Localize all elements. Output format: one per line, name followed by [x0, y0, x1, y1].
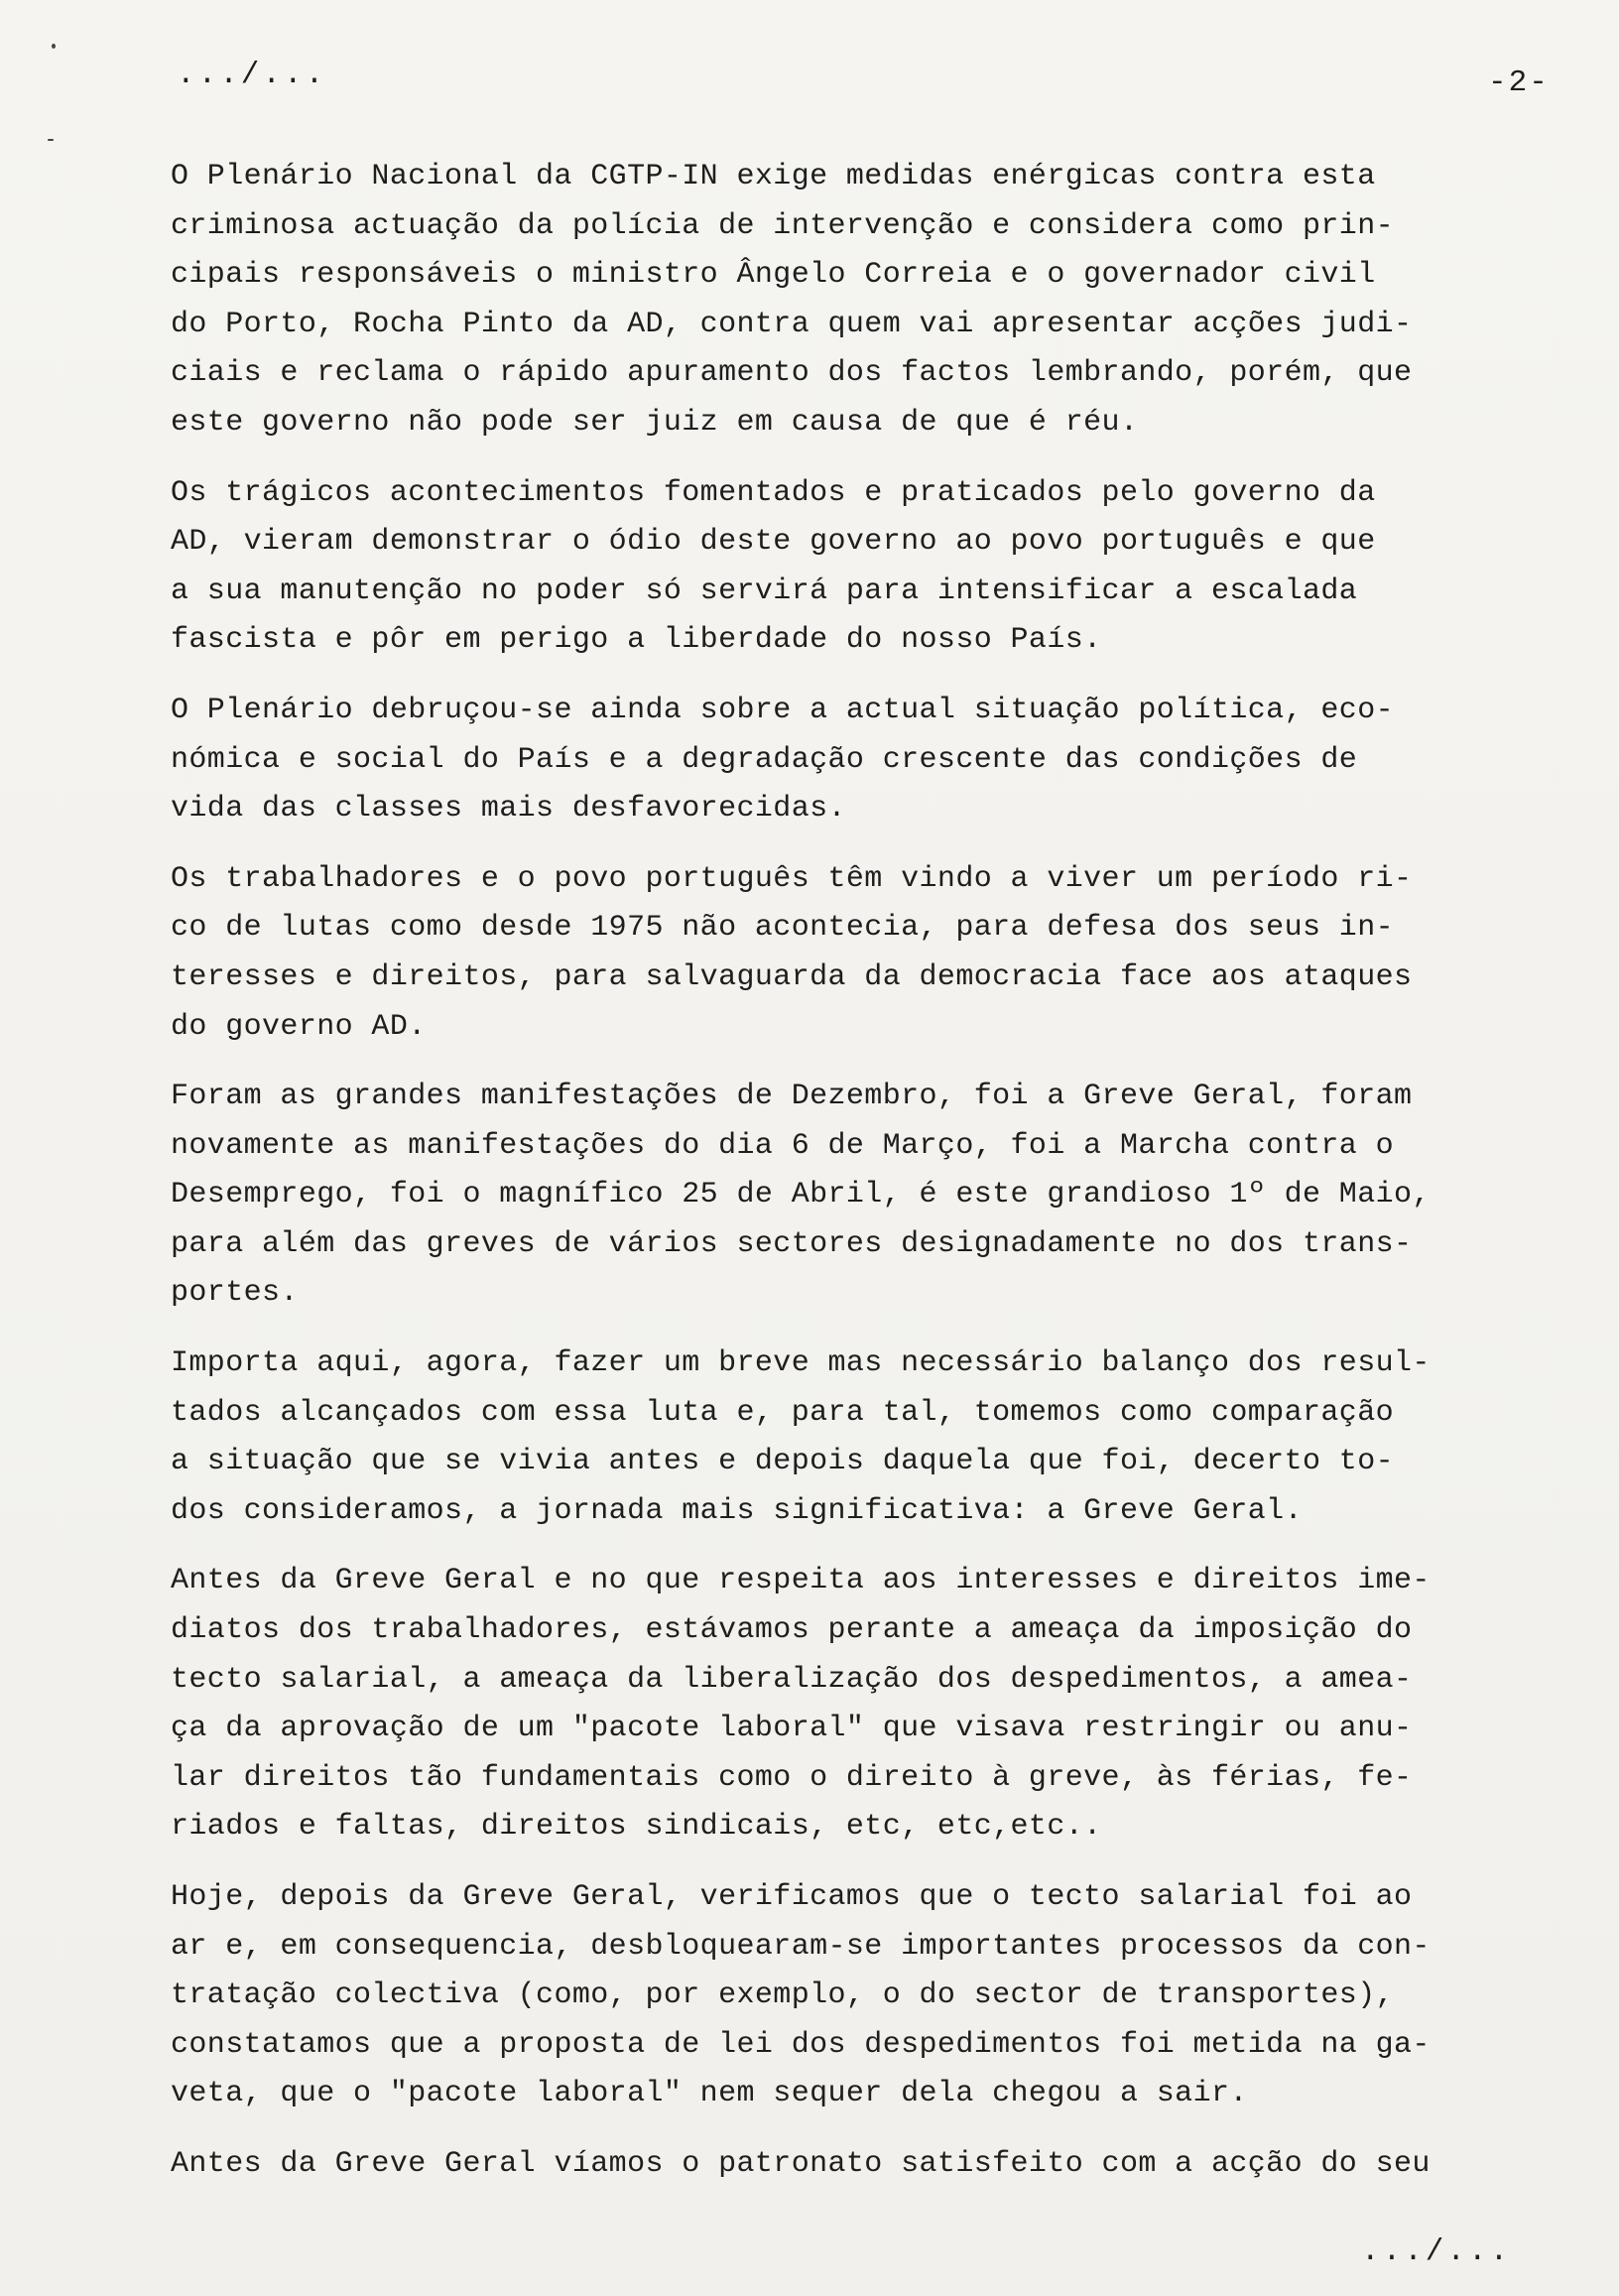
paper-speck-mark — [52, 44, 56, 49]
text-line: para além das greves de vários sectores designadamente no dos trans- — [171, 1226, 1413, 1261]
text-line: Hoje, depois da Greve Geral, verificamos que o tecto salarial foi ao — [171, 1880, 1413, 1914]
page-number: -2- — [1488, 65, 1550, 100]
text-line: O Plenário Nacional da CGTP-IN exige medidas enérgicas contra esta — [171, 160, 1376, 193]
footer-continuation-mark: .../... — [1361, 2234, 1512, 2269]
text-line: vida das classes mais desfavorecidas. — [171, 792, 846, 827]
text-line: Os trágicos acontecimentos fomentados e praticados pelo governo da — [171, 475, 1376, 510]
paragraph — [171, 1073, 1579, 1319]
text-line: Antes da Greve Geral e no que respeita aos interesses e direitos ime- — [171, 1564, 1431, 1598]
text-line: Foram as grandes manifestações de Dezembro, foi a Greve Geral, foram — [171, 1080, 1413, 1114]
text-line: do Porto, Rocha Pinto da AD, contra quem vai apresentar acções judi- — [171, 307, 1413, 341]
text-line: dos consideramos, a jornada mais significativa: a Greve Geral. — [171, 1493, 1303, 1528]
text-line: Importa aqui, agora, fazer um breve mas necessário balanço dos resul- — [171, 1346, 1431, 1381]
text-line: portes. — [171, 1276, 299, 1311]
text-line: Antes da Greve Geral víamos o patronato satisfeito com a acção do seu — [171, 2146, 1431, 2181]
text-line: ça da aprovação de um "pacote laboral" que visava restringir ou anu- — [171, 1712, 1413, 1746]
header-continuation-mark: .../... — [177, 58, 327, 92]
text-line: tratação colectiva (como, por exemplo, o do sector de transportes), — [171, 1978, 1394, 2013]
text-line: co de lutas como desde 1975 não acontecia, para defesa dos seus in- — [171, 911, 1394, 946]
text-line: constatamos que a proposta de lei dos despedimentos foi metida na ga- — [171, 2027, 1431, 2062]
text-line: nómica e social do País e a degradação crescente das condições de — [171, 742, 1358, 777]
document-body — [171, 153, 1579, 2211]
text-line: este governo não pode ser juiz em causa de que é réu. — [171, 405, 1139, 440]
text-line: Desemprego, foi o magnífico 25 de Abril, é este grandioso 1º de Maio, — [171, 1178, 1431, 1212]
text-line: do governo AD. — [171, 1009, 427, 1044]
paragraph — [171, 855, 1579, 1052]
text-line: diatos dos trabalhadores, estávamos perante a ameaça da imposição do — [171, 1613, 1413, 1648]
text-line: tados alcançados com essa luta e, para tal, tomemos como comparação — [171, 1395, 1394, 1430]
text-line: a sua manutenção no poder só servirá para intensificar a escalada — [171, 574, 1358, 608]
paper-speck-mark — [48, 139, 54, 141]
text-line: teresses e direitos, para salvaguarda da democracia face aos ataques — [171, 959, 1413, 994]
paragraph — [171, 1873, 1579, 2119]
text-line: lar direitos tão fundamentais como o direito à greve, às férias, fe- — [171, 1760, 1413, 1795]
text-line: O Plenário debruçou-se ainda sobre a actual situação política, eco- — [171, 693, 1394, 727]
paragraph — [171, 1557, 1579, 1852]
paragraph — [171, 469, 1579, 666]
text-line: criminosa actuação da polícia de intervenção e considera como prin- — [171, 208, 1394, 243]
text-line: fascista e pôr em perigo a liberdade do nosso País. — [171, 623, 1102, 658]
paragraph — [171, 687, 1579, 834]
text-line: veta, que o "pacote laboral" nem sequer dela chegou a sair. — [171, 2077, 1248, 2111]
text-line: riados e faltas, direitos sindicais, etc, etc,etc.. — [171, 1810, 1102, 1845]
text-line: tecto salarial, a ameaça da liberalização dos despedimentos, a amea- — [171, 1662, 1413, 1697]
paragraph — [171, 1339, 1579, 1536]
paragraph — [171, 2140, 1579, 2190]
text-line: novamente as manifestações do dia 6 de Março, foi a Marcha contra o — [171, 1128, 1394, 1163]
text-line: ar e, em consequencia, desbloquearam-se importantes processos da con- — [171, 1929, 1431, 1964]
text-line: a situação que se vivia antes e depois daquela que foi, decerto to- — [171, 1445, 1394, 1479]
text-line: cipais responsáveis o ministro Ângelo Correia e o governador civil — [171, 258, 1376, 293]
paragraph — [171, 153, 1579, 448]
text-line: ciais e reclama o rápido apuramento dos factos lembrando, porém, que — [171, 356, 1413, 391]
text-line: AD, vieram demonstrar o ódio deste governo ao povo português e que — [171, 525, 1376, 560]
text-line: Os trabalhadores e o povo português têm vindo a viver um período ri- — [171, 861, 1413, 896]
